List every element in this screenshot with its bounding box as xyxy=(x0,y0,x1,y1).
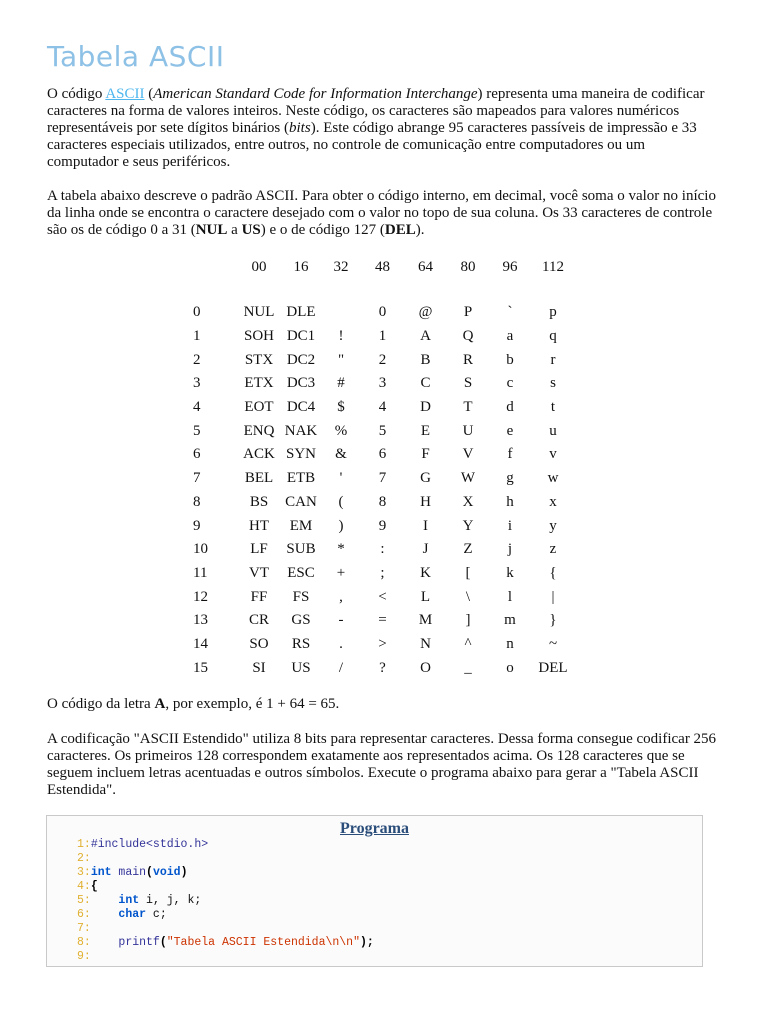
code-token: ( xyxy=(146,866,153,879)
table-cell: | xyxy=(551,588,555,605)
row-label: 10 xyxy=(193,541,208,558)
table-cell: h xyxy=(506,493,514,510)
table-cell: s xyxy=(550,375,556,392)
header-corner xyxy=(183,257,237,277)
table-cell: , xyxy=(339,588,343,605)
table-cell: m xyxy=(504,612,516,629)
table-cell: BEL xyxy=(244,470,274,487)
table-row xyxy=(183,443,575,467)
table-cell: DC1 xyxy=(286,328,316,345)
table-cell: k xyxy=(506,564,514,581)
table-cell: c xyxy=(506,375,514,392)
table-cell: 8 xyxy=(378,493,387,510)
table-row xyxy=(183,633,575,657)
line-number: 7: xyxy=(77,922,91,935)
code-token: i, j, k; xyxy=(139,894,202,907)
code-line xyxy=(77,922,374,936)
row-label: 4 xyxy=(193,399,201,416)
table-spacer-row xyxy=(183,277,575,301)
table-cell: NAK xyxy=(284,422,318,439)
code-line xyxy=(77,838,374,852)
code-line xyxy=(77,908,374,922)
table-cell: b xyxy=(506,351,514,368)
table-cell: SI xyxy=(252,659,266,676)
code-token xyxy=(91,936,119,949)
table-cell: d xyxy=(506,399,514,416)
table-cell: A xyxy=(420,328,431,345)
table-cell: SOH xyxy=(243,328,274,345)
table-cell: . xyxy=(339,635,343,652)
table-cell: q xyxy=(549,328,557,345)
table-cell: C xyxy=(420,375,431,392)
table-cell: " xyxy=(337,351,345,368)
table-cell: CR xyxy=(248,612,269,629)
us-term: US xyxy=(241,222,261,238)
table-cell: BS xyxy=(249,493,269,510)
table-cell: RS xyxy=(291,635,311,652)
extended-paragraph: A codificação "ASCII Estendido" utiliza 8 bits para representar caracteres. Dessa forma consegue codificar 256 caracteres. Os primeiros 128 correspondem exatamente aos representados acima. Os 128 caracteres que se seguem incluem letras acentuadas e outros símbolos. Execute o programa abaixo para gerar a "Tabela ASCII Estendida". xyxy=(47,731,717,798)
table-cell: : xyxy=(380,541,385,558)
table-cell: - xyxy=(338,612,344,629)
desc-text-1: A tabela abaixo descreve o padrão ASCII. Para obter o código interno, em decimal, você soma o valor no início da linha onde se encontra o caractere desejado com o valor no topo de sua coluna. Os 33 caracteres de controle são os de código 0 a 31 ( xyxy=(47,188,716,238)
table-cell: ~ xyxy=(548,635,558,652)
code-line xyxy=(77,936,374,950)
table-cell: CAN xyxy=(285,493,317,510)
code-token: ) xyxy=(180,866,188,879)
table-cell: [ xyxy=(465,564,471,581)
table-cell: 9 xyxy=(378,517,387,534)
column-header: 16 xyxy=(293,258,309,275)
code-token: ); xyxy=(359,936,374,949)
table-cell: VT xyxy=(249,564,269,581)
table-header-row xyxy=(183,257,575,277)
example-text-1: O código da letra xyxy=(47,696,155,712)
table-row xyxy=(183,609,575,633)
line-number: 6: xyxy=(77,908,91,921)
table-cell: ENQ xyxy=(243,422,275,439)
table-cell: 6 xyxy=(378,446,387,463)
table-cell: u xyxy=(549,422,557,439)
table-cell: W xyxy=(460,470,476,487)
intro-text-3: ). Este código abrange 95 caracteres passíveis de impressão e 33 caracteres especiais utilizados, entre outros, no controle de comunicação entre computadores ou um computador e seus periféricos. xyxy=(47,120,697,170)
table-cell: ; xyxy=(380,564,385,581)
table-cell: ACK xyxy=(243,446,275,463)
table-row xyxy=(183,585,575,609)
row-label: 13 xyxy=(193,612,208,629)
table-cell: ' xyxy=(339,470,343,487)
table-cell: f xyxy=(507,446,513,463)
table-cell: K xyxy=(420,564,431,581)
intro-paragraph xyxy=(47,86,717,171)
table-row xyxy=(183,562,575,586)
table-cell: H xyxy=(420,493,431,510)
table-description xyxy=(47,188,717,239)
table-row xyxy=(183,301,575,325)
table-cell: O xyxy=(420,659,431,676)
code-line xyxy=(77,866,374,880)
table-cell xyxy=(321,301,361,325)
table-cell: t xyxy=(550,399,556,416)
table-cell: @ xyxy=(418,304,433,321)
code-token: printf xyxy=(118,936,160,949)
column-header: 00 xyxy=(251,258,267,275)
example-letter: A xyxy=(154,696,166,712)
table-cell: EM xyxy=(289,517,313,534)
column-header: 80 xyxy=(460,258,476,275)
row-label: 7 xyxy=(193,470,201,487)
code-token: { xyxy=(90,880,98,893)
example-paragraph xyxy=(47,696,717,713)
page-title: Tabela ASCII xyxy=(47,40,225,73)
table-cell: z xyxy=(549,541,557,558)
column-header: 64 xyxy=(418,258,433,275)
table-cell: { xyxy=(549,564,557,581)
table-row xyxy=(183,372,575,396)
code-token: int xyxy=(118,894,140,907)
line-number: 3: xyxy=(77,866,91,879)
column-header: 112 xyxy=(542,258,564,275)
code-token xyxy=(91,894,119,907)
table-cell: + xyxy=(336,564,346,581)
ascii-link[interactable]: ASCII xyxy=(105,86,145,102)
table-row xyxy=(183,419,575,443)
table-cell: T xyxy=(463,399,473,416)
table-cell: w xyxy=(547,470,559,487)
table-cell: US xyxy=(291,659,311,676)
table-cell: 3 xyxy=(378,375,387,392)
row-label: 1 xyxy=(193,328,201,345)
code-token: int xyxy=(90,866,112,879)
table-cell: / xyxy=(338,659,344,676)
table-row xyxy=(183,325,575,349)
table-row xyxy=(183,491,575,515)
table-cell: Q xyxy=(462,328,474,345)
table-cell: F xyxy=(421,446,430,463)
table-cell: _ xyxy=(464,659,472,676)
code-line xyxy=(77,894,374,908)
table-cell: ] xyxy=(465,612,471,629)
table-cell: ESC xyxy=(287,564,315,581)
row-label: 12 xyxy=(193,588,208,605)
table-cell: P xyxy=(463,304,473,321)
table-cell: g xyxy=(506,470,514,487)
row-label: 2 xyxy=(193,351,201,368)
table-cell: V xyxy=(462,446,474,463)
table-cell: = xyxy=(378,612,387,629)
table-cell: Z xyxy=(463,541,473,558)
table-cell: e xyxy=(506,422,514,439)
table-cell: Y xyxy=(462,517,474,534)
table-cell: ! xyxy=(338,328,344,345)
table-cell: SYN xyxy=(285,446,316,463)
nul-term: NUL xyxy=(195,222,228,238)
row-label: 11 xyxy=(193,564,208,581)
desc-text-4: ). xyxy=(415,222,425,238)
ascii-expansion: American Standard Code for Information Interchange xyxy=(153,86,478,102)
table-cell: DEL xyxy=(538,659,568,676)
table-cell: % xyxy=(334,422,348,439)
del-term: DEL xyxy=(384,222,416,238)
code-token: ( xyxy=(159,936,167,949)
table-cell: ETB xyxy=(286,470,316,487)
table-row xyxy=(183,348,575,372)
code-line xyxy=(77,852,374,866)
table-cell: \ xyxy=(465,588,471,605)
row-label: 5 xyxy=(193,422,201,439)
table-cell: # xyxy=(337,375,345,392)
table-cell: U xyxy=(462,422,474,439)
table-cell: X xyxy=(462,493,474,510)
program-box xyxy=(46,815,703,967)
table-row xyxy=(183,514,575,538)
table-cell: ` xyxy=(507,304,513,321)
table-cell: STX xyxy=(244,351,274,368)
table-cell: 4 xyxy=(378,399,387,416)
ascii-table-container xyxy=(183,257,575,682)
table-row xyxy=(183,396,575,420)
row-label: 8 xyxy=(193,493,201,510)
table-cell: $ xyxy=(337,399,345,416)
table-cell: NUL xyxy=(243,304,275,321)
table-cell: GS xyxy=(291,612,311,629)
row-label: 6 xyxy=(193,446,201,463)
line-number: 8: xyxy=(77,936,91,949)
table-cell: B xyxy=(420,351,431,368)
table-cell: l xyxy=(507,588,513,605)
column-header: 48 xyxy=(375,258,390,275)
line-number: 9: xyxy=(77,950,91,963)
table-cell: M xyxy=(418,612,433,629)
table-cell: a xyxy=(506,328,514,345)
table-cell: < xyxy=(378,588,387,605)
table-cell: y xyxy=(549,517,557,534)
intro-paren-open: ( xyxy=(144,86,154,102)
code-token: char xyxy=(118,908,147,921)
table-cell: SO xyxy=(249,635,269,652)
example-text-2: , por exemplo, é 1 + 64 = 65. xyxy=(165,696,340,712)
row-label: 3 xyxy=(193,375,201,392)
table-cell: i xyxy=(507,517,513,534)
table-cell: N xyxy=(420,635,431,652)
bits-term: bits xyxy=(289,120,311,136)
table-cell: } xyxy=(549,612,557,629)
table-cell: 2 xyxy=(378,351,387,368)
table-cell: ? xyxy=(379,659,386,676)
code-token: main xyxy=(111,866,147,879)
table-cell: p xyxy=(549,304,557,321)
program-title[interactable]: Programa xyxy=(339,820,409,837)
table-row xyxy=(183,656,575,680)
code-token: c; xyxy=(146,908,167,921)
table-cell: ( xyxy=(338,493,344,510)
table-cell: r xyxy=(550,351,556,368)
table-cell: ^ xyxy=(464,635,472,652)
table-cell: EOT xyxy=(244,399,274,416)
table-cell: o xyxy=(506,659,514,676)
table-cell: HT xyxy=(249,517,269,534)
table-cell: n xyxy=(506,635,514,652)
column-header: 32 xyxy=(333,258,349,275)
table-cell: DC2 xyxy=(286,351,316,368)
table-cell: ) xyxy=(338,517,344,534)
code-token: #include<stdio.h> xyxy=(90,838,209,851)
line-number: 2: xyxy=(77,852,91,865)
line-number: 5: xyxy=(77,894,91,907)
table-cell: 1 xyxy=(378,328,387,345)
table-cell: j xyxy=(507,541,513,558)
intro-text-2: ) representa uma maneira de codificar caracteres na forma de valores inteiros. Neste código, os caracteres são mapeados para valores numéricos representáveis por sete dígitos binários ( xyxy=(47,86,705,136)
table-cell: J xyxy=(422,541,429,558)
table-row xyxy=(183,467,575,491)
table-cell: 7 xyxy=(378,470,387,487)
table-cell: R xyxy=(462,351,473,368)
table-cell: ETX xyxy=(244,375,274,392)
desc-text-2: a xyxy=(227,222,242,238)
ascii-table xyxy=(183,257,575,680)
table-cell: DC4 xyxy=(286,399,316,416)
table-cell: LF xyxy=(250,541,268,558)
row-label: 15 xyxy=(193,659,208,676)
row-label: 0 xyxy=(193,304,201,321)
line-number: 1: xyxy=(77,838,91,851)
code-line xyxy=(77,880,374,894)
table-cell: 5 xyxy=(378,422,387,439)
table-cell: FF xyxy=(250,588,268,605)
row-label: 14 xyxy=(193,635,208,652)
table-cell: FS xyxy=(292,588,310,605)
code-token: "Tabela ASCII Estendida\n\n" xyxy=(166,936,360,949)
table-cell: S xyxy=(463,375,473,392)
table-cell: DC3 xyxy=(286,375,316,392)
table-cell: E xyxy=(420,422,431,439)
table-cell: L xyxy=(420,588,431,605)
table-cell: DLE xyxy=(286,304,316,321)
table-cell: SUB xyxy=(286,541,316,558)
code-token: void xyxy=(152,866,181,879)
table-cell: > xyxy=(378,635,387,652)
table-cell: D xyxy=(420,399,431,416)
table-cell: x xyxy=(549,493,557,510)
line-number: 4: xyxy=(77,880,91,893)
table-cell: G xyxy=(420,470,431,487)
code-line xyxy=(77,950,374,964)
intro-text-1: O código xyxy=(47,86,106,102)
table-cell: & xyxy=(335,446,347,463)
column-header: 96 xyxy=(502,258,518,275)
spacer-cell xyxy=(183,277,575,301)
table-cell: * xyxy=(337,541,345,558)
code-listing xyxy=(77,838,374,964)
table-cell: 0 xyxy=(378,304,387,321)
row-label: 9 xyxy=(193,517,201,534)
table-cell: I xyxy=(423,517,428,534)
desc-text-3: ) e o de código 127 ( xyxy=(260,222,385,238)
code-token xyxy=(91,908,119,921)
table-cell: v xyxy=(549,446,557,463)
table-row xyxy=(183,538,575,562)
